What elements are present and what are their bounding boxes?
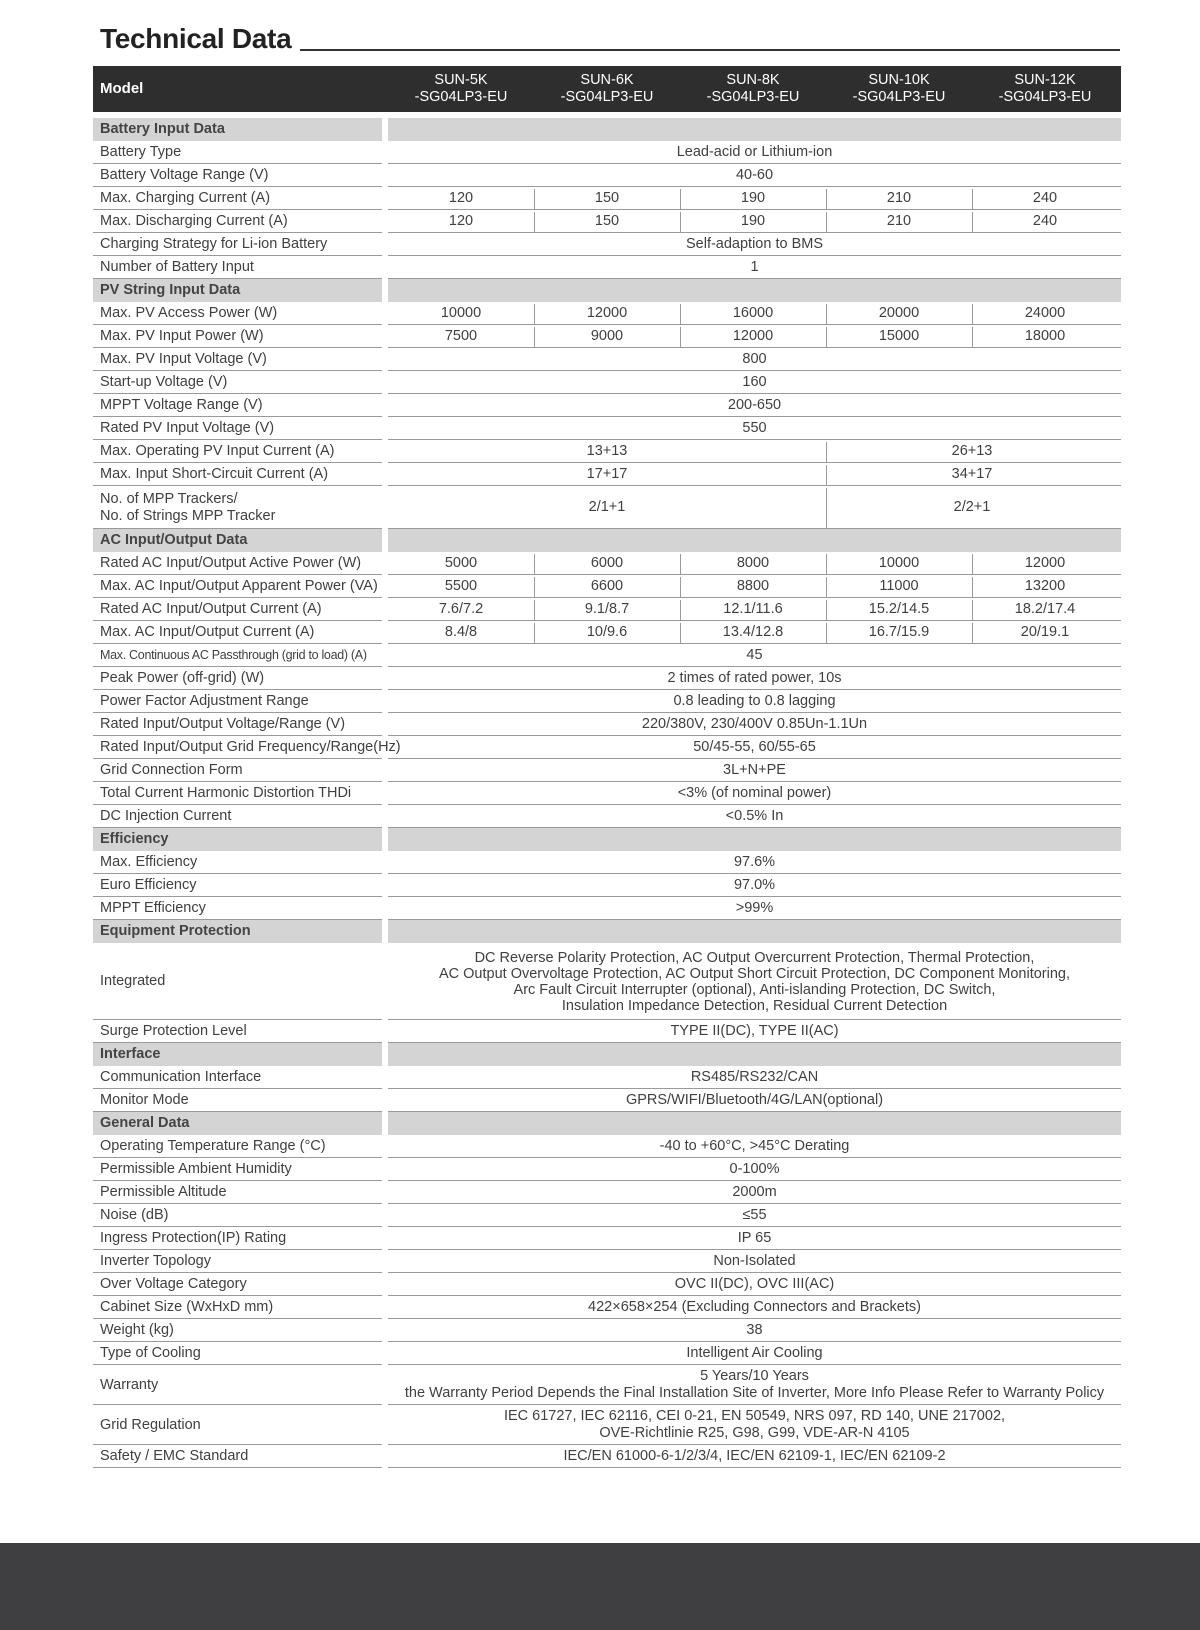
table-row xyxy=(93,1227,1121,1250)
value-cell-span: 160 xyxy=(742,374,767,390)
column-divider xyxy=(826,189,827,210)
table-row xyxy=(93,348,1121,371)
section-header xyxy=(93,279,382,302)
column-divider xyxy=(534,189,535,210)
value-cell-span: Self-adaption to BMS xyxy=(685,236,824,252)
value-cell: 7500 xyxy=(444,328,478,344)
value-cell-span: 97.0% xyxy=(733,877,776,893)
page-title: Technical Data xyxy=(100,23,292,54)
row-label: Euro Efficiency xyxy=(100,877,197,893)
table-row xyxy=(93,256,1121,279)
value-cell-span: IP 65 xyxy=(737,1230,772,1246)
section-title: Efficiency xyxy=(100,831,169,847)
row-label: Grid Regulation xyxy=(100,1417,201,1433)
column-divider xyxy=(972,304,973,325)
value-cell-span: 2 times of rated power, 10s xyxy=(667,670,842,686)
row-label: Warranty xyxy=(100,1377,159,1393)
table-row xyxy=(93,713,1121,736)
table-row xyxy=(93,440,1121,463)
table-row xyxy=(93,805,1121,828)
table-row xyxy=(93,575,1121,598)
model-header-row xyxy=(93,66,1121,112)
row-label: Power Factor Adjustment Range xyxy=(100,693,309,709)
row-label: Max. AC Input/Output Apparent Power (VA) xyxy=(100,578,378,594)
value-cell: 20000 xyxy=(878,305,920,321)
column-divider xyxy=(826,212,827,233)
row-label: MPPT Efficiency xyxy=(100,900,206,916)
model-column-header xyxy=(534,72,680,106)
text-line: -SG04LP3-EU xyxy=(852,89,946,105)
value-cell: 210 xyxy=(886,213,912,229)
column-divider xyxy=(972,212,973,233)
value-cell: 12000 xyxy=(1024,555,1066,571)
value-cell-span: -40 to +60°C, >45°C Derating xyxy=(659,1138,850,1154)
text-line: the Warranty Period Depends the Final Installation Site of Inverter, More Info Please Refer to Warranty Policy xyxy=(404,1385,1105,1401)
value-cell: 9000 xyxy=(590,328,624,344)
value-cell-group: 34+17 xyxy=(951,466,993,482)
value-cell: 9.1/8.7 xyxy=(584,601,630,617)
value-cell: 210 xyxy=(886,190,912,206)
value-cell: 15000 xyxy=(878,328,920,344)
model-label: Model xyxy=(100,80,144,97)
section-header xyxy=(93,529,382,552)
column-divider xyxy=(680,577,681,598)
value-cell: 5500 xyxy=(444,578,478,594)
text-line: -SG04LP3-EU xyxy=(706,89,800,105)
value-cell-span: 97.6% xyxy=(733,854,776,870)
table-row xyxy=(93,874,1121,897)
value-cell: 16.7/15.9 xyxy=(868,624,930,640)
value-cell-span xyxy=(388,1405,1121,1445)
section-title: General Data xyxy=(100,1115,190,1131)
column-divider xyxy=(826,488,827,529)
table-row xyxy=(93,598,1121,621)
column-divider xyxy=(826,554,827,575)
section-header-bar xyxy=(388,279,1121,302)
table-row xyxy=(93,1158,1121,1181)
table-row xyxy=(93,1089,1121,1112)
table-row xyxy=(93,141,1121,164)
value-cell-span: 45 xyxy=(746,647,763,663)
value-cell-span: 0.8 leading to 0.8 lagging xyxy=(673,693,836,709)
value-cell-span: IEC/EN 61000-6-1/2/3/4, IEC/EN 62109-1, IEC/EN 62109-2 xyxy=(563,1448,946,1464)
column-divider xyxy=(826,327,827,348)
table-row xyxy=(93,1445,1121,1468)
table-row xyxy=(93,486,1121,529)
column-divider xyxy=(826,304,827,325)
value-cell-span: Non-Isolated xyxy=(713,1253,796,1269)
value-cell-span xyxy=(388,1365,1121,1405)
table-row xyxy=(93,552,1121,575)
table-row xyxy=(93,1250,1121,1273)
text-line: -SG04LP3-EU xyxy=(414,89,508,105)
value-cell: 10000 xyxy=(878,555,920,571)
value-cell-group: 2/2+1 xyxy=(953,499,991,515)
text-line: SUN-5K xyxy=(434,72,488,88)
row-divider xyxy=(93,1467,382,1468)
value-cell: 20/19.1 xyxy=(1020,624,1070,640)
value-cell-group: 13+13 xyxy=(586,443,628,459)
row-label: Noise (dB) xyxy=(100,1207,169,1223)
section-header xyxy=(93,1043,382,1066)
column-divider xyxy=(826,623,827,644)
section-header xyxy=(93,920,382,943)
value-cell-span: ≤55 xyxy=(742,1207,767,1223)
row-label: Ingress Protection(IP) Rating xyxy=(100,1230,287,1246)
row-label: Battery Type xyxy=(100,144,182,160)
row-label: Surge Protection Level xyxy=(100,1023,247,1039)
table-row xyxy=(93,1342,1121,1365)
technical-data-table xyxy=(93,66,1121,1516)
row-label xyxy=(100,486,275,529)
value-cell-span: TYPE II(DC), TYPE II(AC) xyxy=(670,1023,839,1039)
row-label: Max. PV Input Voltage (V) xyxy=(100,351,267,367)
column-divider xyxy=(972,623,973,644)
value-cell: 13.4/12.8 xyxy=(722,624,784,640)
row-label: Max. PV Input Power (W) xyxy=(100,328,264,344)
value-cell: 190 xyxy=(740,190,766,206)
value-cell: 10/9.6 xyxy=(586,624,628,640)
table-row xyxy=(93,1135,1121,1158)
column-divider xyxy=(972,189,973,210)
value-cell-span xyxy=(388,943,1121,1020)
value-cell-span: 0-100% xyxy=(729,1161,780,1177)
row-label: Permissible Altitude xyxy=(100,1184,227,1200)
value-cell: 150 xyxy=(594,190,620,206)
section-title: AC Input/Output Data xyxy=(100,532,248,548)
table-row xyxy=(93,1405,1121,1445)
value-cell: 12000 xyxy=(732,328,774,344)
value-cell: 11000 xyxy=(879,578,919,594)
value-cell-span: 50/45-55, 60/55-65 xyxy=(693,739,816,755)
section-header xyxy=(93,118,382,141)
text-line: Insulation Impedance Detection, Residual Current Detection xyxy=(561,997,948,1014)
table-row xyxy=(93,417,1121,440)
row-label: Peak Power (off-grid) (W) xyxy=(100,670,265,686)
row-label: Weight (kg) xyxy=(100,1322,174,1338)
table-row xyxy=(93,690,1121,713)
value-cell-span: Lead-acid or Lithium-ion xyxy=(676,144,833,160)
table-row xyxy=(93,187,1121,210)
table-row xyxy=(93,164,1121,187)
text-line: No. of Strings MPP Tracker xyxy=(100,507,276,524)
table-row xyxy=(93,1319,1121,1342)
row-label: Monitor Mode xyxy=(100,1092,189,1108)
column-divider xyxy=(534,554,535,575)
column-divider xyxy=(972,554,973,575)
section-header xyxy=(93,1112,382,1135)
table-row xyxy=(93,463,1121,486)
value-cell: 13200 xyxy=(1024,578,1066,594)
column-divider xyxy=(680,189,681,210)
section-header-bar xyxy=(388,920,1121,943)
title-block xyxy=(100,22,1120,56)
value-cell-span: 1 xyxy=(750,259,759,275)
text-line: SUN-12K xyxy=(1014,72,1076,88)
value-cell: 120 xyxy=(448,213,474,229)
row-label: Total Current Harmonic Distortion THDi xyxy=(100,785,352,801)
value-cell-span: Intelligent Air Cooling xyxy=(686,1345,823,1361)
row-label: DC Injection Current xyxy=(100,808,232,824)
row-label: Max. Charging Current (A) xyxy=(100,190,271,206)
row-label: Over Voltage Category xyxy=(100,1276,247,1292)
text-line: 5 Years/10 Years xyxy=(700,1368,809,1384)
value-cell-span: 220/380V, 230/400V 0.85Un-1.1Un xyxy=(641,716,868,732)
value-cell: 240 xyxy=(1032,213,1058,229)
column-divider xyxy=(826,465,827,486)
value-cell-span: 550 xyxy=(742,420,767,436)
value-cell-span: >99% xyxy=(735,900,774,916)
table-row xyxy=(93,325,1121,348)
row-label: Max. Input Short-Circuit Current (A) xyxy=(100,466,329,482)
value-cell: 12000 xyxy=(586,305,628,321)
row-label: Inverter Topology xyxy=(100,1253,211,1269)
row-label: Max. PV Access Power (W) xyxy=(100,305,278,321)
value-cell-group: 2/1+1 xyxy=(588,499,626,515)
section-header-bar xyxy=(388,1112,1121,1135)
value-cell: 12.1/11.6 xyxy=(723,601,783,617)
value-cell-span: <0.5% In xyxy=(725,808,784,824)
row-label: Start-up Voltage (V) xyxy=(100,374,228,390)
value-cell: 18.2/17.4 xyxy=(1014,601,1076,617)
value-cell: 150 xyxy=(594,213,620,229)
row-label: Communication Interface xyxy=(100,1069,262,1085)
title-underline xyxy=(300,49,1120,51)
model-column-header xyxy=(680,72,826,106)
value-cell-span: 40-60 xyxy=(735,167,774,183)
value-cell: 120 xyxy=(448,190,474,206)
row-label: Max. Efficiency xyxy=(100,854,198,870)
column-divider xyxy=(972,577,973,598)
table-row xyxy=(93,1204,1121,1227)
text-line: IEC 61727, IEC 62116, CEI 0-21, EN 50549, NRS 097, RD 140, UNE 217002, xyxy=(503,1408,1006,1424)
value-cell-span: RS485/RS232/CAN xyxy=(690,1069,819,1085)
row-label: Rated Input/Output Grid Frequency/Range(Hz) xyxy=(100,739,401,755)
table-row xyxy=(93,1020,1121,1043)
value-cell-span: 800 xyxy=(742,351,767,367)
value-cell-span: <3% (of nominal power) xyxy=(677,785,832,801)
table-row xyxy=(93,1273,1121,1296)
value-cell-span: 422×658×254 (Excluding Connectors and Brackets) xyxy=(588,1299,921,1315)
column-divider xyxy=(534,623,535,644)
row-label: Type of Cooling xyxy=(100,1345,201,1361)
value-cell-span: 3L+N+PE xyxy=(723,762,786,778)
column-divider xyxy=(534,212,535,233)
row-label: Integrated xyxy=(100,973,166,989)
row-label: Number of Battery Input xyxy=(100,259,254,275)
row-label: Cabinet Size (WxHxD mm) xyxy=(100,1299,274,1315)
column-divider xyxy=(680,623,681,644)
row-label: Grid Connection Form xyxy=(100,762,243,778)
column-divider xyxy=(534,577,535,598)
row-label: Battery Voltage Range (V) xyxy=(100,167,269,183)
table-row xyxy=(93,233,1121,256)
text-line: OVE-Richtlinie R25, G98, G99, VDE-AR-N 4105 xyxy=(599,1425,910,1441)
section-header-bar xyxy=(388,529,1121,552)
section-header-bar xyxy=(388,118,1121,141)
text-line: -SG04LP3-EU xyxy=(560,89,654,105)
value-cell: 8.4/8 xyxy=(444,624,478,640)
row-label: Permissible Ambient Humidity xyxy=(100,1161,292,1177)
column-divider xyxy=(680,554,681,575)
row-label: Safety / EMC Standard xyxy=(100,1448,249,1464)
value-cell: 7.6/7.2 xyxy=(438,601,484,617)
text-line: SUN-10K xyxy=(868,72,930,88)
section-header-bar xyxy=(388,1043,1121,1066)
row-label: Rated PV Input Voltage (V) xyxy=(100,420,275,436)
column-divider xyxy=(534,304,535,325)
column-divider xyxy=(680,327,681,348)
value-cell: 5000 xyxy=(444,555,478,571)
table-row xyxy=(93,897,1121,920)
table-row xyxy=(93,782,1121,805)
row-label: Max. Continuous AC Passthrough (grid to load) (A) xyxy=(100,648,367,662)
table-row xyxy=(93,1066,1121,1089)
text-line: -SG04LP3-EU xyxy=(998,89,1092,105)
table-row xyxy=(93,736,1121,759)
row-label: Charging Strategy for Li-ion Battery xyxy=(100,236,328,252)
value-cell-group: 26+13 xyxy=(951,443,993,459)
row-label: MPPT Voltage Range (V) xyxy=(100,397,263,413)
value-cell: 16000 xyxy=(732,305,774,321)
value-cell-span: 2000m xyxy=(732,1184,777,1200)
model-column-header xyxy=(826,72,972,106)
row-divider xyxy=(388,1467,1121,1468)
section-header-bar xyxy=(388,828,1121,851)
table-row xyxy=(93,851,1121,874)
row-label: Max. AC Input/Output Current (A) xyxy=(100,624,315,640)
column-divider xyxy=(826,577,827,598)
value-cell-span: GPRS/WIFI/Bluetooth/4G/LAN(optional) xyxy=(625,1092,884,1108)
column-divider xyxy=(826,442,827,463)
column-divider xyxy=(972,327,973,348)
value-cell: 8800 xyxy=(736,578,770,594)
value-cell: 8000 xyxy=(736,555,770,571)
column-divider xyxy=(534,327,535,348)
table-row xyxy=(93,210,1121,233)
column-divider xyxy=(972,600,973,621)
value-cell: 240 xyxy=(1032,190,1058,206)
row-label: Rated AC Input/Output Current (A) xyxy=(100,601,322,617)
value-cell-span: OVC II(DC), OVC III(AC) xyxy=(674,1276,835,1292)
value-cell: 18000 xyxy=(1024,328,1066,344)
text-line: DC Reverse Polarity Protection, AC Output Overcurrent Protection, Thermal Protection, xyxy=(474,949,1035,966)
column-divider xyxy=(680,600,681,621)
text-line: Arc Fault Circuit Interrupter (optional), Anti-islanding Protection, DC Switch, xyxy=(513,981,996,998)
table-row xyxy=(93,1181,1121,1204)
row-label: Max. Discharging Current (A) xyxy=(100,213,288,229)
row-label: Rated AC Input/Output Active Power (W) xyxy=(100,555,362,571)
value-cell-group: 17+17 xyxy=(586,466,628,482)
section-header xyxy=(93,828,382,851)
section-title: Battery Input Data xyxy=(100,121,225,137)
table-row xyxy=(93,1296,1121,1319)
column-divider xyxy=(680,304,681,325)
section-title: PV String Input Data xyxy=(100,282,241,298)
table-row xyxy=(93,667,1121,690)
model-column-header xyxy=(972,72,1118,106)
value-cell: 6600 xyxy=(590,578,624,594)
text-line: AC Output Overvoltage Protection, AC Output Short Circuit Protection, DC Component Monitoring, xyxy=(438,965,1071,982)
column-divider xyxy=(680,212,681,233)
value-cell: 15.2/14.5 xyxy=(868,601,930,617)
row-label: Max. Operating PV Input Current (A) xyxy=(100,443,335,459)
column-divider xyxy=(826,600,827,621)
row-label: Operating Temperature Range (°C) xyxy=(100,1138,326,1154)
table-row xyxy=(93,644,1121,667)
value-cell-span: 38 xyxy=(746,1322,763,1338)
value-cell-span: 200-650 xyxy=(727,397,782,413)
row-label: Rated Input/Output Voltage/Range (V) xyxy=(100,716,346,732)
text-line: SUN-8K xyxy=(726,72,780,88)
column-divider xyxy=(534,600,535,621)
text-line: SUN-6K xyxy=(580,72,634,88)
value-cell: 24000 xyxy=(1024,305,1066,321)
table-row xyxy=(93,621,1121,644)
section-title: Interface xyxy=(100,1046,161,1062)
table-row xyxy=(93,1365,1121,1405)
table-row xyxy=(93,371,1121,394)
value-cell: 190 xyxy=(740,213,766,229)
table-row xyxy=(93,943,1121,1020)
table-row xyxy=(93,759,1121,782)
text-line: No. of MPP Trackers/ xyxy=(100,490,238,507)
footer-bar xyxy=(0,1543,1200,1630)
section-title: Equipment Protection xyxy=(100,923,251,939)
table-row xyxy=(93,302,1121,325)
value-cell: 10000 xyxy=(440,305,482,321)
table-row xyxy=(93,394,1121,417)
model-column-header xyxy=(388,72,534,106)
value-cell: 6000 xyxy=(590,555,624,571)
